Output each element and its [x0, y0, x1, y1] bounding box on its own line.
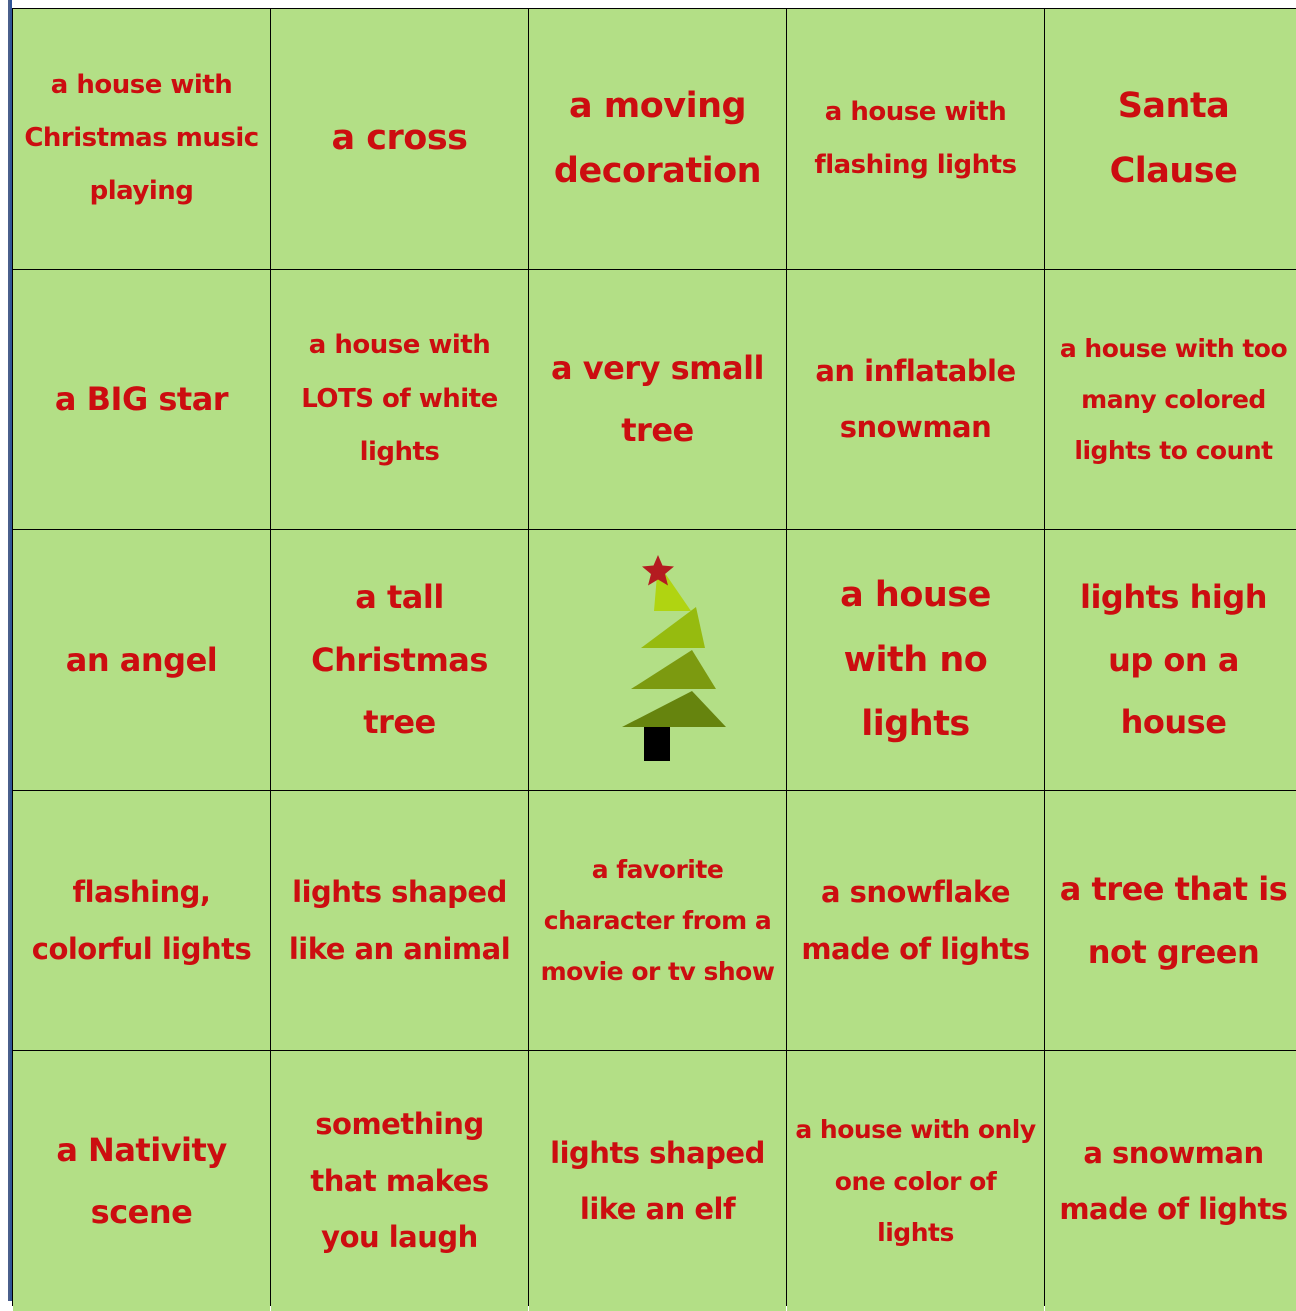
tree-tier-middle: [641, 607, 705, 648]
cell-label: a cross: [331, 118, 468, 159]
bingo-cell[interactable]: [13, 270, 270, 530]
bingo-cell[interactable]: [787, 791, 1044, 1051]
bingo-cell[interactable]: [1045, 9, 1296, 269]
page-left-border: [0, 0, 12, 1301]
tree-trunk: [644, 725, 670, 761]
cell-label: a house with LOTS of white lights: [301, 330, 498, 468]
cell-label: lights shaped like an elf: [550, 1135, 765, 1227]
cell-label: a snowflake made of lights: [801, 875, 1030, 966]
bingo-cell[interactable]: [13, 791, 270, 1051]
bingo-cell[interactable]: [1045, 270, 1296, 530]
free-space-cell[interactable]: [529, 530, 786, 790]
cell-label: a house with no lights: [840, 574, 991, 745]
bingo-cell[interactable]: [13, 1051, 270, 1311]
bingo-cell[interactable]: [529, 270, 786, 530]
bingo-cell[interactable]: [787, 1051, 1044, 1311]
bingo-cell[interactable]: [1045, 791, 1296, 1051]
bingo-board: [12, 8, 1296, 1306]
bingo-cell[interactable]: [1045, 530, 1296, 790]
bingo-cell[interactable]: [271, 1051, 528, 1311]
cell-label: a very small tree: [551, 349, 764, 450]
cell-label: a house with too many colored lights to count: [1059, 333, 1288, 466]
bingo-cell[interactable]: [13, 530, 270, 790]
cell-label: lights shaped like an animal: [288, 875, 511, 966]
cell-label: flashing, colorful lights: [31, 875, 252, 966]
cell-label: a house with flashing lights: [814, 96, 1017, 180]
cell-label: a tall Christmas tree: [311, 578, 488, 742]
bingo-cell[interactable]: [271, 9, 528, 269]
cell-label: an angel: [65, 640, 218, 679]
cell-label: a house with only one color of lights: [795, 1115, 1036, 1247]
cell-label: a tree that is not green: [1059, 870, 1288, 971]
bingo-cell[interactable]: [271, 791, 528, 1051]
bingo-cell[interactable]: [271, 530, 528, 790]
cell-label: Santa Clause: [1109, 86, 1238, 191]
tree-tier-bottom: [622, 691, 726, 727]
bingo-cell[interactable]: [13, 9, 270, 269]
cell-label: a Nativity scene: [56, 1130, 227, 1232]
cell-label: lights high up on a house: [1079, 578, 1268, 742]
cell-label: a favorite character from a movie or tv show: [540, 854, 775, 987]
bingo-cell[interactable]: [529, 791, 786, 1051]
cell-label: a snowman made of lights: [1059, 1135, 1288, 1227]
bingo-cell[interactable]: [529, 9, 786, 269]
cell-label: something that makes you laugh: [310, 1107, 489, 1255]
bingo-cell[interactable]: [271, 270, 528, 530]
tree-tier-lower: [631, 650, 716, 689]
bingo-cell[interactable]: [787, 530, 1044, 790]
cell-label: a house with Christmas music playing: [24, 69, 259, 207]
bingo-cell[interactable]: [787, 270, 1044, 530]
bingo-cell[interactable]: [529, 1051, 786, 1311]
cell-label: a BIG star: [54, 380, 229, 419]
bingo-cell[interactable]: [1045, 1051, 1296, 1311]
cell-label: a moving decoration: [553, 86, 762, 191]
christmas-tree-icon: [588, 555, 728, 765]
bingo-cell[interactable]: [787, 9, 1044, 269]
cell-label: an inflatable snowman: [815, 353, 1016, 445]
